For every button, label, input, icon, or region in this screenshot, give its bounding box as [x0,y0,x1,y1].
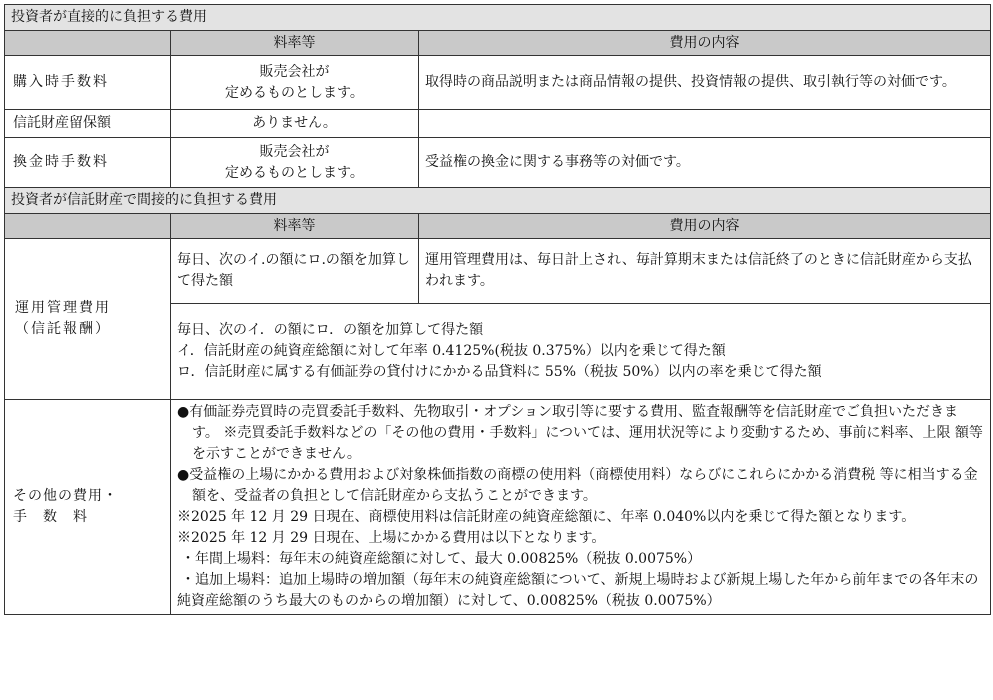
detail-item-ro: ロ．信託財産に属する有価証券の貸付けにかかる品貸料に 55%（税抜 50%）以内の率を乗じて得た額 [177,364,822,380]
row-content-reserve [419,110,991,138]
other-bullet-1: ●有価証券売買時の売買委託手数料、先物取引・オプション取引等に要する費用、監査報酬等を信託財産でご負担いただきます。 ※売買委託手数料などの「その他の費用・手数料」については、運用状況等により変動するため、事前に料率、上限 額等を示すことができません。 [177,404,983,462]
row-label-reserve: 信託財産留保額 [5,110,171,138]
row-rate-management-fee: 毎日、次のイ.の額にロ.の額を加算して得た額 [171,239,419,304]
row-rate-reserve: ありません。 [171,110,419,138]
detail-intro: 毎日、次のイ．の額にロ．の額を加算して得た額 [177,322,484,338]
other-note-1: ※2025 年 12 月 29 日現在、商標使用料は信託財産の純資産総額に、年率 0.040%以内を乗じて得た額となります。 [177,509,916,525]
table-row [5,138,991,188]
rate-line: 販売会社が [259,143,330,160]
direct-header-rate: 料率等 [171,31,419,56]
row-content-management-fee: 運用管理費用は、毎日計上され、毎計算期末または信託終了のときに信託財産から支払われます。 [419,239,991,304]
direct-section-row [5,5,991,31]
label-line: 運用管理費用 [15,300,111,316]
row-label-management-fee [5,239,171,400]
rate-line: 定めるものとします。 [225,84,364,101]
indirect-header-row [5,214,991,239]
fee-table [4,4,991,615]
indirect-header-rate: 料率等 [171,214,419,239]
row-rate-purchase-fee [171,56,419,110]
other-bullet-2: ●受益権の上場にかかる費用および対象株価指数の商標の使用料（商標使用料）ならびにこれらにかかる消費税 等に相当する金額を、受益者の負担として信託財産から支払うことができます。 [177,467,978,504]
row-label-other-costs [5,400,171,615]
label-line: その他の費用・ [13,488,118,504]
indirect-header-blank [5,214,171,239]
row-content-redemption-fee: 受益権の換金に関する事務等の対価です。 [419,138,991,188]
management-fee-detail [171,304,991,400]
direct-header-content: 費用の内容 [419,31,991,56]
rate-line: 販売会社が [259,63,330,80]
row-rate-redemption-fee [171,138,419,188]
indirect-section-row [5,188,991,214]
indirect-header-content: 費用の内容 [419,214,991,239]
table-row [5,239,991,304]
row-content-purchase-fee: 取得時の商品説明または商品情報の提供、投資情報の提供、取引執行等の対価です。 [419,56,991,110]
row-label-redemption-fee: 換金時手数料 [5,138,171,188]
direct-header-blank [5,31,171,56]
fee-table-container [4,4,990,615]
table-row [5,56,991,110]
direct-header-row [5,31,991,56]
indirect-section-title: 投資者が信託財産で間接的に負担する費用 [5,188,991,214]
row-label-purchase-fee: 購入時手数料 [5,56,171,110]
rate-line: 定めるものとします。 [225,164,364,181]
label-line: （信託報酬） [15,321,111,337]
table-row [5,110,991,138]
label-line: 手 数 料 [13,509,88,525]
detail-item-i: イ．信託財産の純資産総額に対して年率 0.4125%(税抜 0.375%）以内を乗じて得た額 [177,343,726,359]
direct-section-title: 投資者が直接的に負担する費用 [5,5,991,31]
other-costs-content [171,400,991,615]
other-fee-additional: ・追加上場料：追加上場時の増加額（毎年末の純資産総額について、新規上場時および新規上場した年から前年までの各年末の純資産総額のうち最大のものからの増加額）に対して、0.00825%（税抜 0.0075%） [177,572,979,609]
table-row [5,400,991,615]
other-fee-annual: ・年間上場料：毎年末の純資産総額に対して、最大 0.00825%（税抜 0.0075%） [181,551,702,567]
other-note-2: ※2025 年 12 月 29 日現在、上場にかかる費用は以下となります。 [177,530,606,546]
